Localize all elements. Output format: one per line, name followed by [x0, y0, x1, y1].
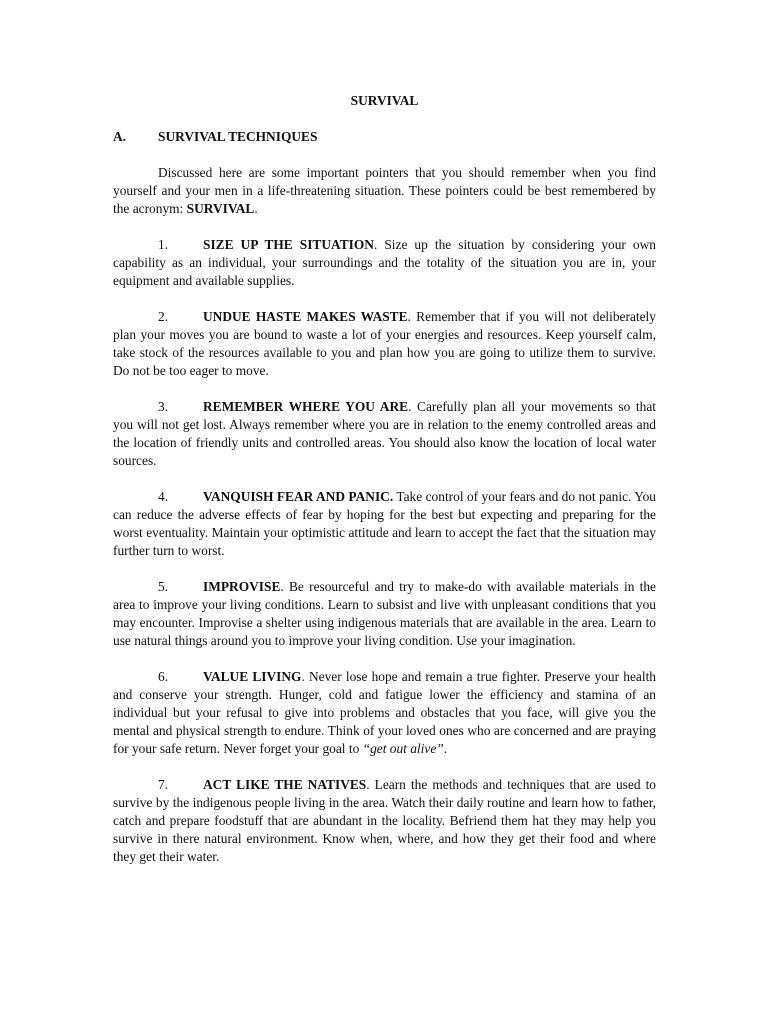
title-text: SURVIVAL: [350, 93, 419, 108]
item-4-text: Take control of your fears and do not panic. You can reduce the adverse effects of fear by hoping for the best but expecting and preparing for the worst eventuality. Maintain your optimistic attitude and learn to accept the fact that the situation may further turn to worst.: [113, 489, 657, 558]
item-4-paragraph: [113, 488, 656, 560]
item-5-number: 5.: [158, 579, 169, 594]
item-4-heading: VANQUISH FEAR AND PANIC.: [203, 489, 394, 504]
item-3-heading: REMEMBER WHERE YOU ARE: [203, 399, 409, 414]
item-3-number: 3.: [158, 399, 169, 414]
section-heading: [113, 128, 656, 146]
intro-acronym: SURVIVAL: [186, 201, 255, 216]
item-3-text: . Carefully plan all your movements so that you will not get lost. Always remember where you are in relation to the enemy controlled areas and the location of friendly units and controlled areas. You should also know the location of local water sources.: [113, 399, 656, 468]
item-7-number: 7.: [158, 777, 169, 792]
item-1-text: . Size up the situation by considering your own capability as an individual, your surroundings and the totality of the situation you are in, your equipment and available supplies.: [113, 237, 656, 288]
item-2-heading: UNDUE HASTE MAKES WASTE: [203, 309, 408, 324]
document-title: [113, 92, 656, 110]
document-page: [113, 92, 656, 866]
item-7-paragraph: [113, 776, 656, 866]
item-6-paragraph: [113, 668, 656, 758]
item-6-number: 6.: [158, 669, 169, 684]
item-6-quote: “get out alive”: [362, 741, 444, 756]
intro-paragraph: [113, 164, 656, 218]
item-6-end: .: [443, 741, 448, 756]
item-5-heading: IMPROVISE: [203, 579, 281, 594]
item-2-paragraph: [113, 308, 656, 380]
item-1-heading: SIZE UP THE SITUATION: [203, 237, 374, 252]
item-3-paragraph: [113, 398, 656, 470]
item-5-paragraph: [113, 578, 656, 650]
item-7-text: . Learn the methods and techniques that are used to survive by the indigenous people living in the area. Watch their daily routine and learn how to father, catch and prepare foodstuff that are abundant in the locality. Befriend them hat they may help you survive in there natural environment. Know when, where, and how they get their food and where they get their water.: [113, 777, 656, 864]
intro-text: Discussed here are some important pointers that you should remember when you find yourself and your men in a life-threatening situation. These pointers could be best remembered by the acronym:: [113, 165, 656, 216]
item-4-number: 4.: [158, 489, 169, 504]
item-7-heading: ACT LIKE THE NATIVES: [203, 777, 367, 792]
item-1-number: 1.: [158, 237, 169, 252]
section-letter: A.: [113, 129, 127, 144]
intro-end: .: [254, 201, 258, 216]
item-2-text: . Remember that if you will not deliberately plan your moves you are bound to waste a lot of your energies and resources. Keep yourself calm, take stock of the resources available to you and plan how you are going to utilize them to survive. Do not be too eager to move.: [113, 309, 656, 378]
item-6-heading: VALUE LIVING: [203, 669, 302, 684]
item-6-text: . Never lose hope and remain a true fighter. Preserve your health and conserve your strength. Hunger, cold and fatigue lower the efficiency and stamina of an individual but your refusal to give into problems and obstacles that you face, will give you the mental and physical strength to endure. Think of your loved ones who are concerned and are praying for your safe return. Never forget your goal to: [113, 669, 656, 756]
section-title: SURVIVAL TECHNIQUES: [158, 129, 318, 144]
item-1-paragraph: [113, 236, 656, 290]
item-5-text: . Be resourceful and try to make-do with available materials in the area to improve your living conditions. Learn to subsist and live with unpleasant conditions that you may encounter. Improvise a shelter using indigenous materials that are available in the area. Learn to use natural things around you to improve your living condition. Use your imagination.: [113, 579, 656, 648]
item-2-number: 2.: [158, 309, 169, 324]
